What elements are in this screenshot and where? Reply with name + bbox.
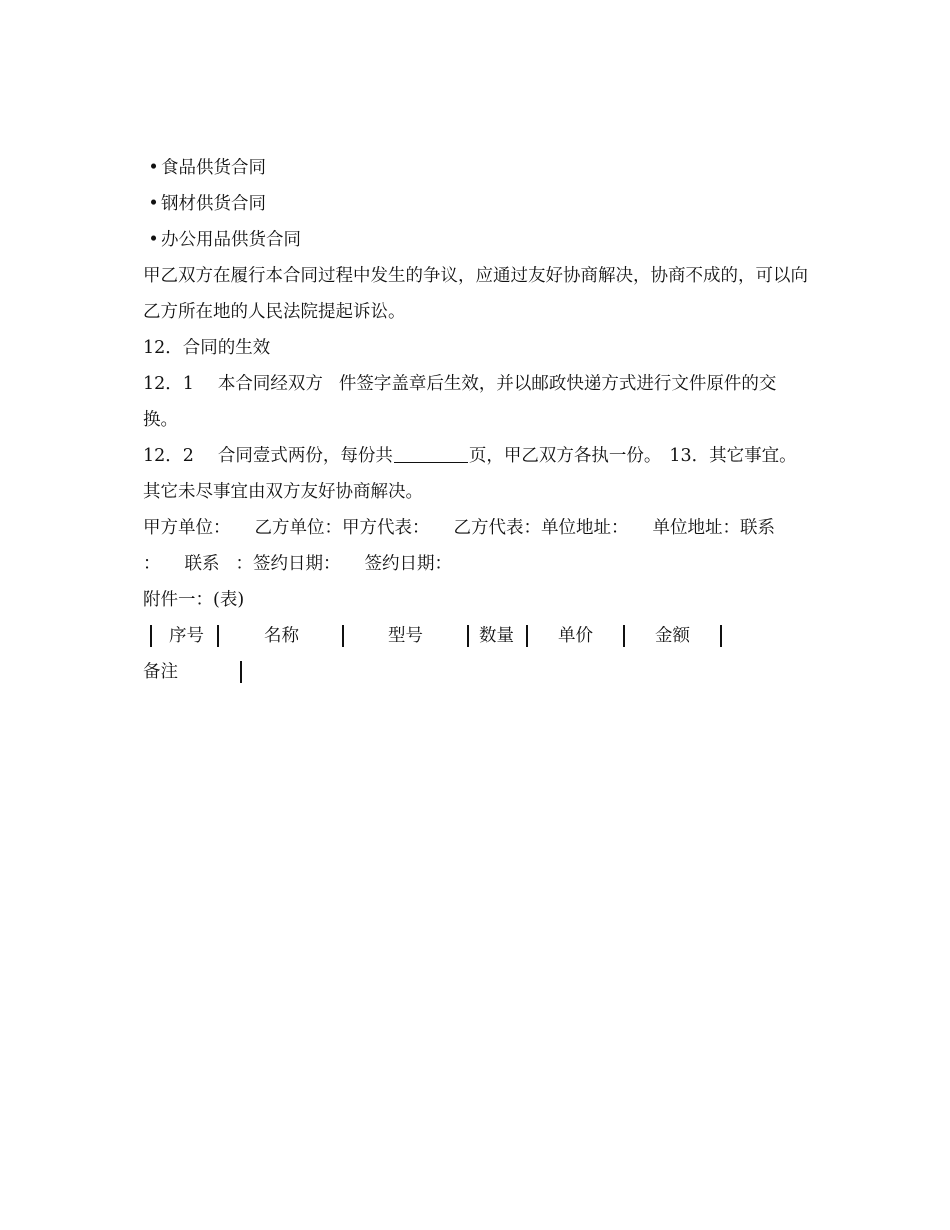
clause-text: 合同壹式两份，每份共 xyxy=(217,446,393,466)
list-item xyxy=(143,150,808,186)
party-b-unit-label: 乙方单位： xyxy=(254,518,342,538)
clause-number: 12．2 xyxy=(143,446,194,466)
clause-12-2 xyxy=(143,438,808,474)
table-header-cell: 金额 xyxy=(655,626,690,646)
list-item-text: 钢材供货合同 xyxy=(161,194,266,214)
column-divider xyxy=(217,625,219,647)
table-header-cell: 备注 xyxy=(143,662,178,682)
unit-address-label: 单位地址： xyxy=(541,518,629,538)
clause-text: 页，甲乙双方各执一份。 xyxy=(468,446,662,466)
document-body xyxy=(143,150,808,690)
column-divider xyxy=(240,661,242,683)
list-item xyxy=(143,222,808,258)
contact-label: 联系 xyxy=(740,518,775,538)
section-title: 12．合同的生效 xyxy=(143,338,271,358)
column-divider xyxy=(342,625,344,647)
clause-number: 12．1 xyxy=(143,374,194,394)
page-count-blank xyxy=(394,444,468,463)
list-item-text: 食品供货合同 xyxy=(161,158,266,178)
list-item-text: 办公用品供货合同 xyxy=(161,230,301,250)
table-header-cell: 单价 xyxy=(558,626,593,646)
sign-date-label: 签约日期： xyxy=(364,554,452,574)
clause-text: 件签字盖章后生效，并以邮政快递方式进行文件原件的交换。 xyxy=(143,374,777,430)
sign-date-label: ：签约日期： xyxy=(235,554,341,574)
colon: ： xyxy=(143,554,161,574)
party-a-rep-label: 甲方代表： xyxy=(342,518,430,538)
table-header-cell: 名称 xyxy=(264,626,299,646)
bullet-dot: • xyxy=(148,158,159,178)
list-item xyxy=(143,186,808,222)
clause-text: 本合同经双方 xyxy=(217,374,323,394)
contact-label: 联系 xyxy=(184,554,220,574)
table-header-row xyxy=(143,618,808,654)
signature-line-2 xyxy=(143,546,808,582)
bullet-dot: • xyxy=(148,230,159,250)
party-b-rep-label: 乙方代表： xyxy=(453,518,541,538)
section-13-title: 13．其它事宜。 xyxy=(669,446,797,466)
signature-line-1 xyxy=(143,510,808,546)
other-matters: 其它未尽事宜由双方友好协商解决。 xyxy=(143,482,423,502)
table-header-cell: 型号 xyxy=(388,626,423,646)
attachment-title: 附件一：(表) xyxy=(143,590,245,610)
column-divider xyxy=(150,625,152,647)
table-header-cell: 数量 xyxy=(479,626,514,646)
column-divider xyxy=(623,625,625,647)
table-header-row xyxy=(143,654,808,690)
dispute-paragraph: 甲乙双方在履行本合同过程中发生的争议，应通过友好协商解决，协商不成的，可以向乙方所在地的人民法院提起诉讼。 xyxy=(143,266,808,322)
unit-address-label: 单位地址： xyxy=(652,518,740,538)
table-header-cell: 序号 xyxy=(169,626,204,646)
clause-12-1 xyxy=(143,366,808,438)
column-divider xyxy=(467,625,469,647)
column-divider xyxy=(526,625,528,647)
party-a-unit-label: 甲方单位： xyxy=(143,518,231,538)
bullet-dot: • xyxy=(148,194,159,214)
column-divider xyxy=(720,625,722,647)
